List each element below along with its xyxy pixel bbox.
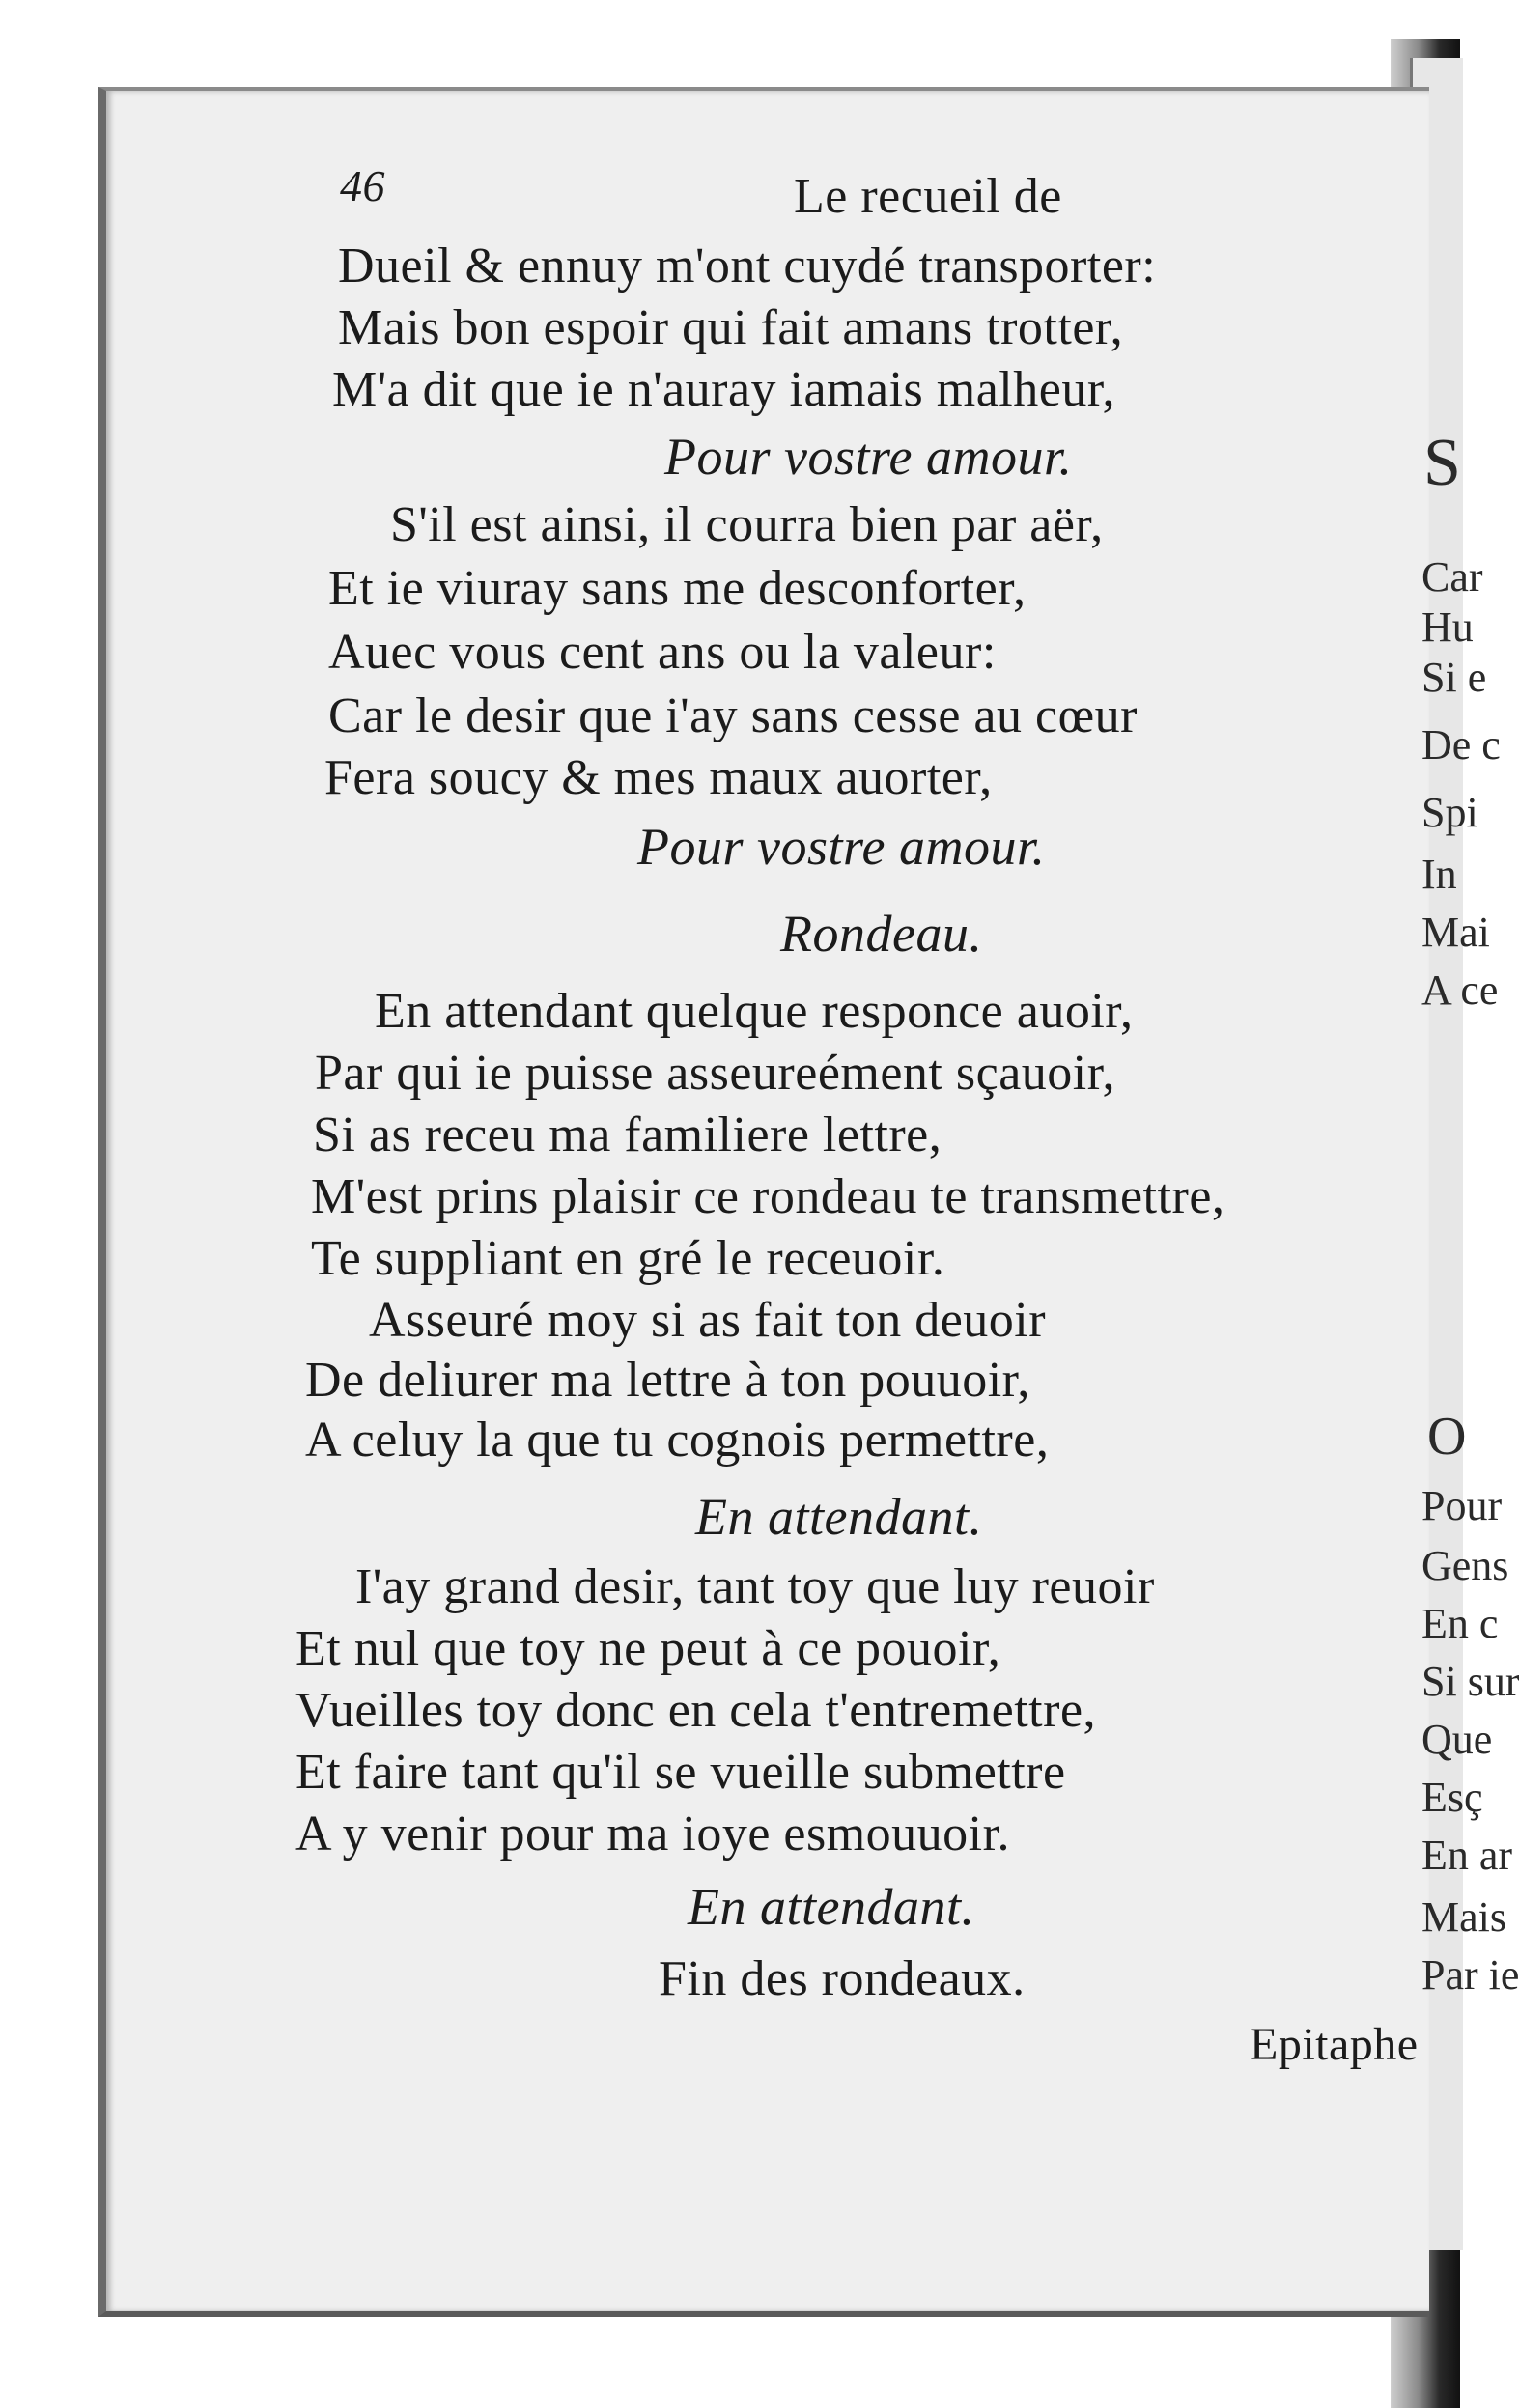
end-note: Fin des rondeaux. bbox=[659, 1951, 1026, 2006]
facing-page-fragment: Esç bbox=[1421, 1774, 1483, 1821]
verse-line: Et ie viuray sans me desconforter, bbox=[328, 561, 1027, 616]
facing-page-fragment: Car bbox=[1421, 553, 1483, 601]
section-heading: Rondeau. bbox=[780, 905, 983, 963]
verse-line: Te suppliant en gré le receuoir. bbox=[311, 1231, 945, 1286]
facing-page-fragment: O bbox=[1427, 1407, 1467, 1467]
facing-page-fragment: Gens bbox=[1421, 1542, 1509, 1589]
facing-page-fragment: Par ie bbox=[1421, 1951, 1519, 1999]
verse-line: Vueilles toy donc en cela t'entremettre, bbox=[295, 1683, 1097, 1738]
facing-page-fragment: A ce bbox=[1421, 966, 1499, 1014]
facing-page-fragment: De c bbox=[1421, 721, 1501, 769]
refrain-line: Pour vostre amour. bbox=[664, 428, 1073, 486]
verse-line: S'il est ainsi, il courra bien par aër, bbox=[390, 497, 1104, 552]
facing-page-fragment: In bbox=[1421, 851, 1457, 898]
verse-line: Si as receu ma familiere lettre, bbox=[313, 1107, 942, 1162]
page-number: 46 bbox=[340, 161, 385, 210]
verse-line: Mais bon espoir qui fait amans trotter, bbox=[338, 300, 1124, 355]
verse-line: Dueil & ennuy m'ont cuydé transporter: bbox=[338, 238, 1157, 294]
verse-line: Et faire tant qu'il se vueille submettre bbox=[295, 1745, 1066, 1800]
facing-page-fragment: Mai bbox=[1421, 909, 1490, 956]
verse-line: A celuy la que tu cognois permettre, bbox=[305, 1413, 1050, 1468]
verse-line: Auec vous cent ans ou la valeur: bbox=[328, 625, 997, 680]
facing-page-fragment: Pour bbox=[1421, 1482, 1503, 1529]
refrain-line: En attendant. bbox=[688, 1878, 975, 1936]
facing-page-fragment: Hu bbox=[1421, 603, 1474, 651]
verse-line: I'ay grand desir, tant toy que luy reuoir bbox=[355, 1559, 1155, 1614]
facing-page-fragment: Si sur bbox=[1421, 1658, 1519, 1705]
verse-line: De deliurer ma lettre à ton pouuoir, bbox=[305, 1353, 1030, 1408]
catchword: Epitaphe bbox=[1250, 2019, 1419, 2070]
facing-page-fragment: En c bbox=[1421, 1600, 1499, 1647]
verse-line: Asseuré moy si as fait ton deuoir bbox=[369, 1293, 1047, 1348]
verse-line: Et nul que toy ne peut à ce pouoir, bbox=[295, 1621, 1001, 1676]
verse-line: M'est prins plaisir ce rondeau te transmettre, bbox=[311, 1169, 1225, 1224]
refrain-line: Pour vostre amour. bbox=[637, 818, 1046, 876]
verse-line: Car le desir que i'ay sans cesse au cœur bbox=[328, 688, 1138, 743]
facing-page-fragment: Si e bbox=[1421, 654, 1487, 701]
facing-page-fragment: S bbox=[1423, 426, 1461, 500]
facing-page-fragment: Spi bbox=[1421, 789, 1478, 836]
verse-line: Par qui ie puisse asseureément sçauoir, bbox=[315, 1046, 1115, 1101]
facing-page-fragment: Que bbox=[1421, 1716, 1493, 1763]
facing-page-fragment: En ar bbox=[1421, 1832, 1513, 1879]
running-title: Le recueil de bbox=[794, 169, 1062, 224]
verse-line: M'a dit que ie n'auray iamais malheur, bbox=[332, 362, 1116, 417]
refrain-line: En attendant. bbox=[695, 1488, 983, 1546]
verse-line: A y venir pour ma ioye esmouuoir. bbox=[295, 1806, 1011, 1862]
verse-line: En attendant quelque responce auoir, bbox=[375, 984, 1134, 1039]
verse-line: Fera soucy & mes maux auorter, bbox=[324, 750, 993, 805]
facing-page-fragment: Mais bbox=[1421, 1893, 1506, 1941]
